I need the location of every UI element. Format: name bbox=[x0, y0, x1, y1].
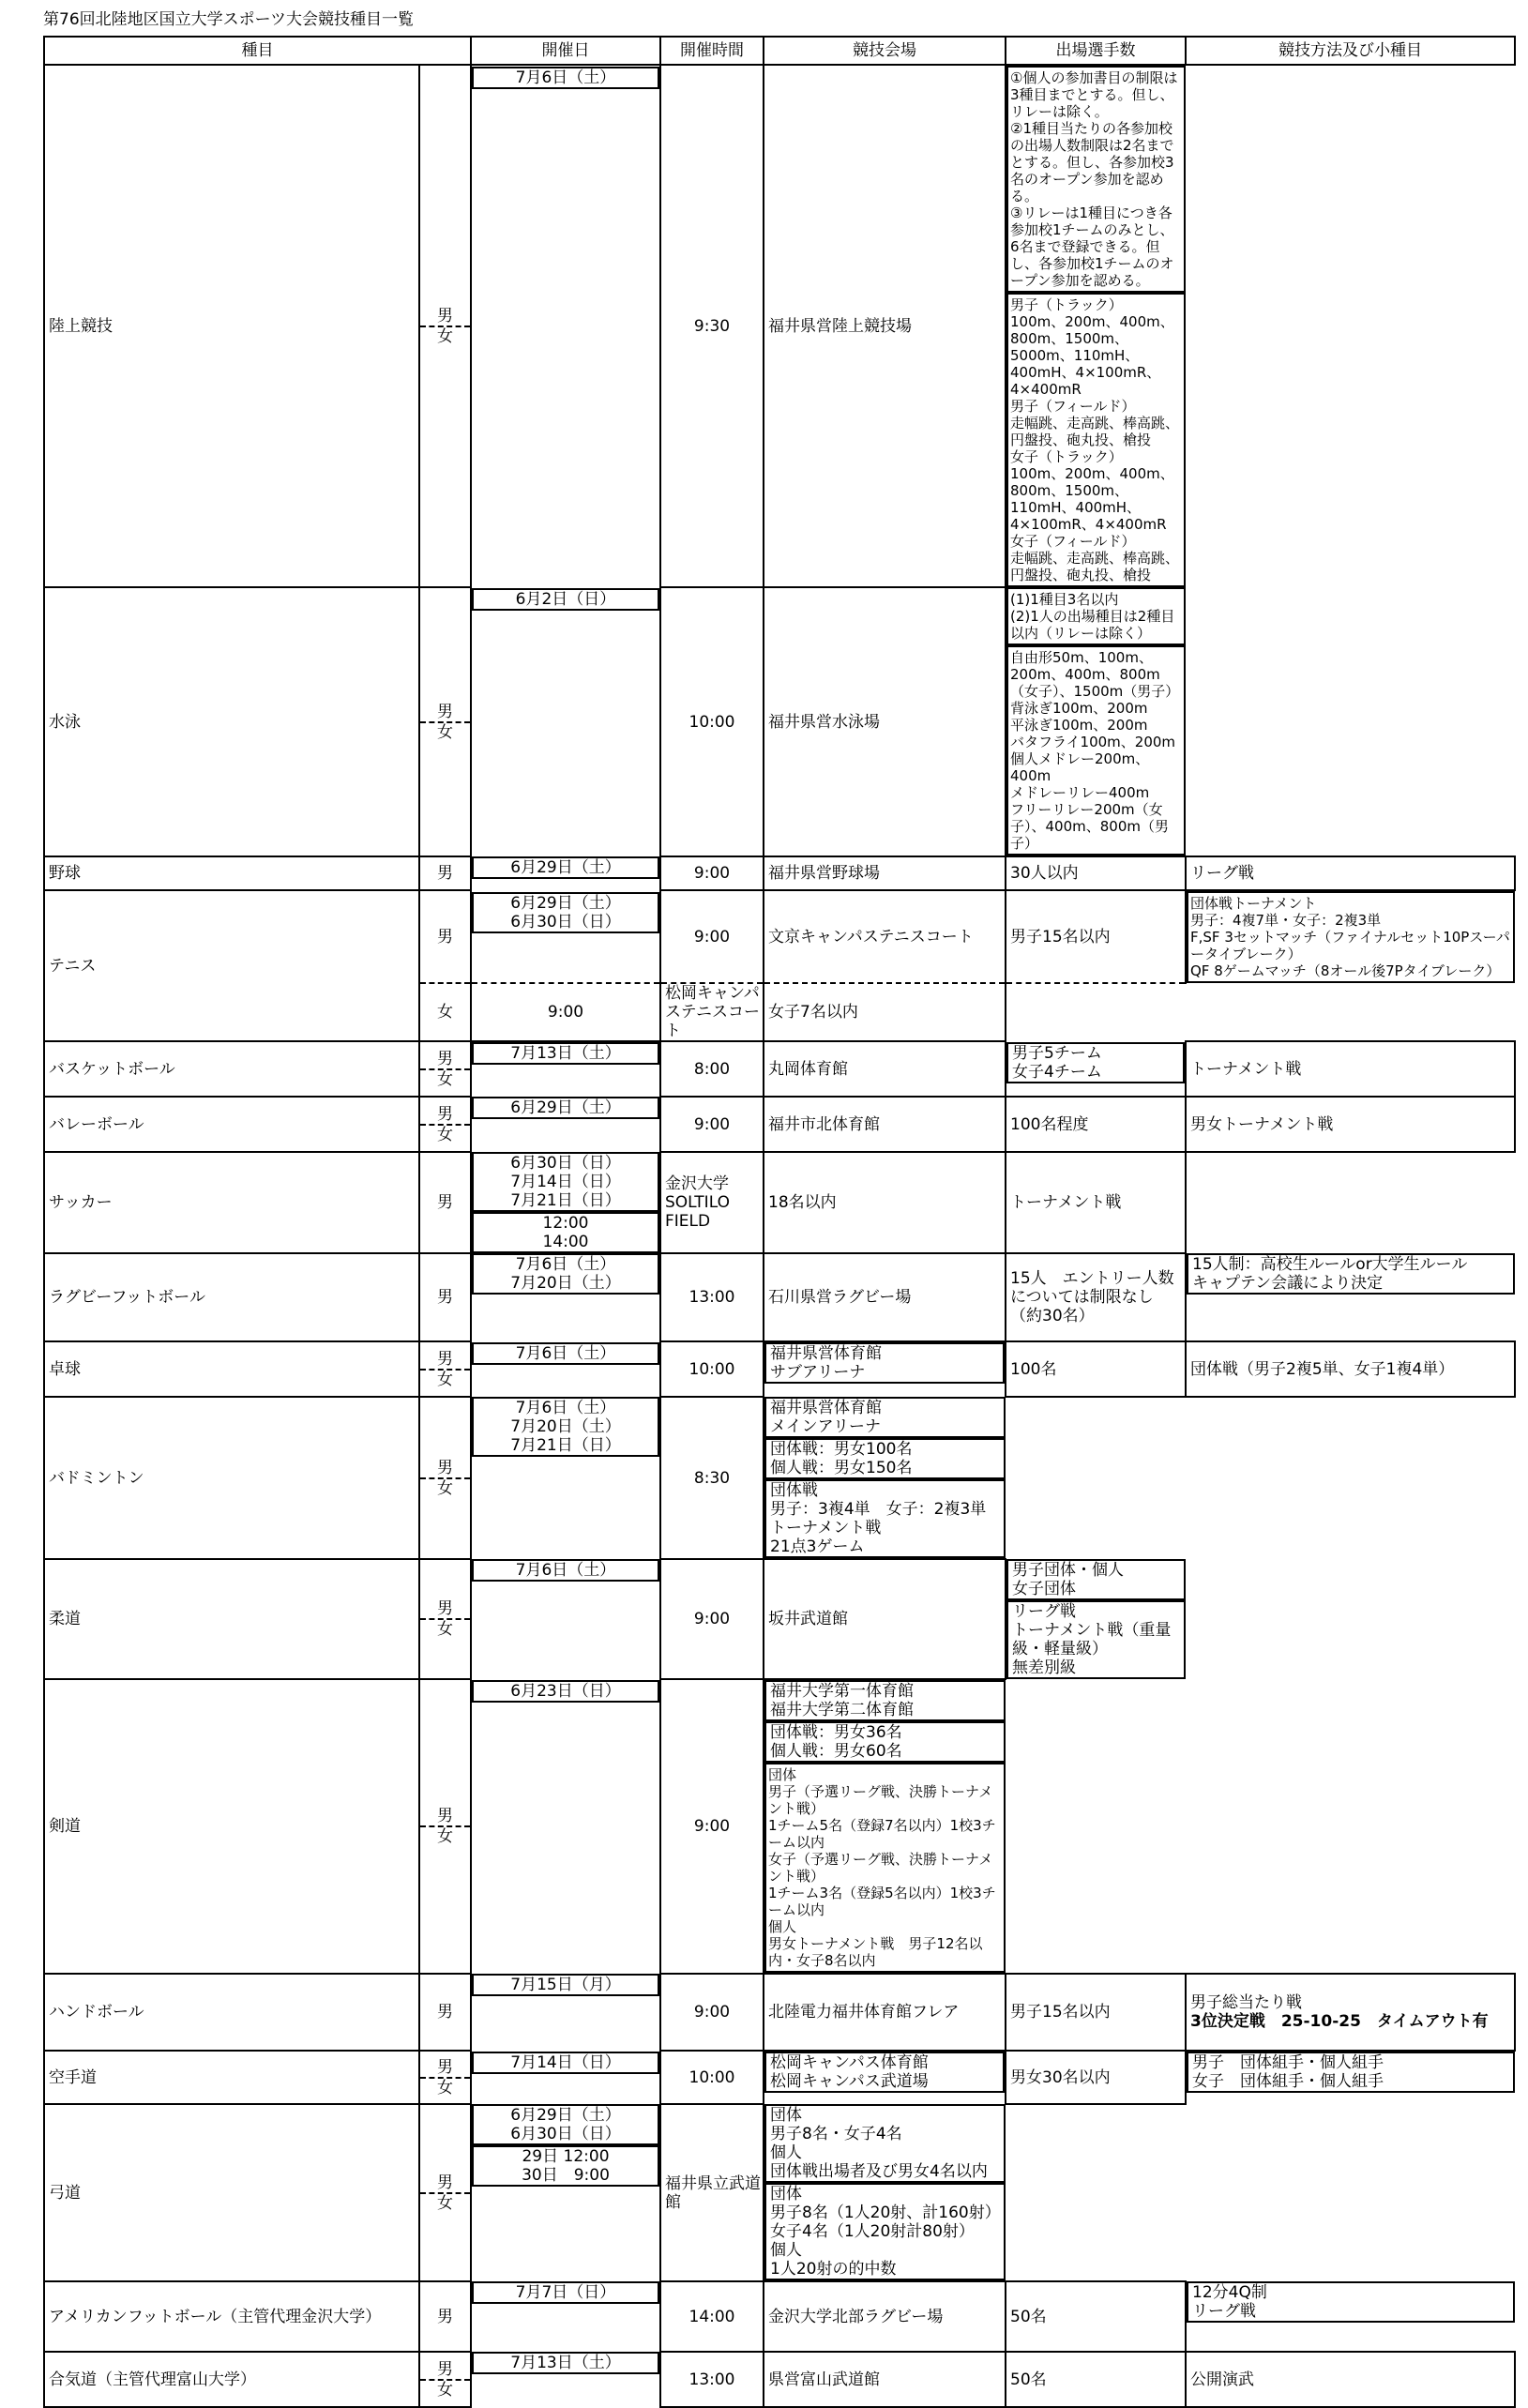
table-row bbox=[44, 1097, 1515, 1152]
event-date: 7月13日（土） bbox=[472, 2352, 659, 2374]
table-row bbox=[44, 2051, 1515, 2104]
sex-male: 男 bbox=[437, 1104, 453, 1124]
event-name: 弓道 bbox=[44, 2104, 419, 2281]
event-method: 男子（トラック） 100m、200m、400m、800m、1500m、5000m、110mH、400mH、4×100mR、4×400mR 男子（フィールド） 走幅跳、走高跳、棒高跳、円盤投、砲丸投、槍投 女子（トラック） 100m、200m、400m、800m、1500m、110mH、400mH、4×100mR、4×400mR 女子（フィールド） 走幅跳、走高跳、棒高跳、円盤投、砲丸投、槍投 bbox=[1006, 293, 1186, 587]
event-method: 男女トーナメント戦 bbox=[1186, 1097, 1515, 1152]
sex-cell bbox=[419, 1559, 471, 1679]
event-method: 公開演武 bbox=[1186, 2352, 1515, 2407]
event-method: 男子 団体組手・個人組手 女子 団体組手・個人組手 bbox=[1187, 2052, 1515, 2093]
sex-male: 男 bbox=[437, 1458, 453, 1477]
sex-male: 男 bbox=[419, 856, 471, 890]
event-method: リーグ戦 トーナメント戦（重量級・軽量級） 無差別級 bbox=[1006, 1600, 1186, 1679]
event-date: 6月30日（日） 7月14日（日） 7月21日（日） bbox=[472, 1152, 659, 1212]
event-date: 6月2日（日） bbox=[472, 588, 659, 611]
sex-female: 女 bbox=[420, 1618, 470, 1639]
event-method: 団体 男子8名（1人20射、計160射） 女子4名（1人20射計80射） 個人 1人20射の的中数 bbox=[764, 2183, 1006, 2280]
event-entries: 団体戦：男女36名 個人戦：男女60名 bbox=[764, 1721, 1006, 1763]
event-date: 7月7日（日） bbox=[472, 2281, 659, 2304]
event-name: 卓球 bbox=[44, 1341, 419, 1397]
event-date: 7月6日（土） 7月20日（土） 7月21日（日） bbox=[472, 1397, 659, 1457]
sex-female: 女 bbox=[420, 1825, 470, 1846]
sex-male: 男 bbox=[437, 1349, 453, 1369]
table-row bbox=[44, 2104, 1515, 2281]
table-row bbox=[44, 1041, 1515, 1097]
sex-female: 女 bbox=[420, 1068, 470, 1089]
sex-female: 女 bbox=[419, 983, 471, 1041]
event-time-female: 9:00 bbox=[471, 983, 660, 1041]
sex-female: 女 bbox=[420, 1124, 470, 1144]
table-row bbox=[44, 856, 1515, 890]
sex-cell bbox=[419, 1041, 471, 1097]
event-name: 空手道 bbox=[44, 2051, 419, 2104]
event-venue: 福井市北体育館 bbox=[764, 1097, 1006, 1152]
sex-cell bbox=[419, 2051, 471, 2104]
events-table bbox=[43, 36, 1516, 2408]
event-venue: 福井県営野球場 bbox=[764, 856, 1006, 890]
event-time: 14:00 bbox=[660, 2281, 764, 2352]
event-venue: 坂井武道館 bbox=[764, 1559, 1006, 1679]
event-date: 6月23日（日） bbox=[472, 1680, 659, 1703]
sex-female: 女 bbox=[420, 2192, 470, 2213]
event-venue: 福井県営水泳場 bbox=[764, 587, 1006, 856]
event-time: 9:00 bbox=[660, 1559, 764, 1679]
event-method: 団体戦トーナメント 男子：4複7単・女子：2複3単 F,SF 3セットマッチ（ファイナルセット10Pスーパータイブレーク） QF 8ゲームマッチ（8オール後7Pタイブレーク） bbox=[1187, 891, 1515, 983]
event-entries: 男女30名以内 bbox=[1006, 2051, 1186, 2104]
event-entries: 100名 bbox=[1006, 1341, 1186, 1397]
event-name: バレーボール bbox=[44, 1097, 419, 1152]
sex-male: 男 bbox=[437, 702, 453, 721]
event-entries: 男子5チーム 女子4チーム bbox=[1006, 1042, 1185, 1083]
sex-female: 女 bbox=[420, 2077, 470, 2098]
sex-female: 女 bbox=[420, 326, 470, 346]
sex-female: 女 bbox=[420, 2379, 470, 2400]
sex-cell bbox=[419, 2352, 471, 2407]
event-venue: 松岡キャンパス体育館 松岡キャンパス武道場 bbox=[764, 2052, 1005, 2093]
sex-cell bbox=[419, 1097, 471, 1152]
event-method: 団体戦（男子2複5単、女子1複4単） bbox=[1186, 1341, 1515, 1397]
event-name: 合気道（主管代理富山大学） bbox=[44, 2352, 419, 2407]
event-entries-male: 男子15名以内 bbox=[1006, 890, 1186, 983]
table-row bbox=[44, 2281, 1515, 2352]
event-time: 13:00 bbox=[660, 1253, 764, 1341]
table-row bbox=[44, 1152, 1515, 1253]
table-row bbox=[44, 1341, 1515, 1397]
sex-male: 男 bbox=[419, 2281, 471, 2352]
event-date: 7月6日（土） bbox=[472, 1559, 659, 1582]
event-venue: 福井県営体育館 サブアリーナ bbox=[764, 1342, 1005, 1384]
event-date: 6月29日（土） 6月30日（日） bbox=[472, 2104, 659, 2145]
event-name: 柔道 bbox=[44, 1559, 419, 1679]
sex-male: 男 bbox=[437, 1807, 453, 1825]
event-name: テニス bbox=[44, 890, 419, 1041]
event-method: トーナメント戦 bbox=[1186, 1041, 1515, 1097]
event-method: 12分4Q制 リーグ戦 bbox=[1187, 2281, 1515, 2323]
event-entries: 団体 男子8名・女子4名 個人 団体戦出場者及び男女4名以内 bbox=[764, 2104, 1006, 2183]
event-time: 13:00 bbox=[660, 2352, 764, 2407]
header-method: 競技方法及び小種目 bbox=[1186, 37, 1515, 65]
sex-female: 女 bbox=[420, 1369, 470, 1389]
event-method: リーグ戦 bbox=[1186, 856, 1515, 890]
header-entries: 出場選手数 bbox=[1006, 37, 1186, 65]
sex-male: 男 bbox=[419, 1152, 471, 1253]
table-row bbox=[44, 1974, 1515, 2051]
sex-cell bbox=[419, 587, 471, 856]
table-row bbox=[44, 890, 1515, 983]
sex-female: 女 bbox=[420, 721, 470, 742]
event-method bbox=[1186, 1974, 1515, 2051]
event-entries: 30人以内 bbox=[1006, 856, 1186, 890]
event-name: バスケットボール bbox=[44, 1041, 419, 1097]
sex-male: 男 bbox=[437, 2359, 453, 2379]
event-entries: 100名程度 bbox=[1006, 1097, 1186, 1152]
sex-cell bbox=[419, 1397, 471, 1559]
event-name: 剣道 bbox=[44, 1679, 419, 1974]
event-entries: 15人 エントリー人数については制限なし（約30名） bbox=[1006, 1253, 1186, 1341]
header-row bbox=[44, 37, 1515, 65]
event-date: 7月14日（日） bbox=[472, 2052, 659, 2074]
event-time-male: 9:00 bbox=[660, 890, 764, 983]
sex-male: 男 bbox=[437, 1599, 453, 1618]
header-time: 開催時間 bbox=[660, 37, 764, 65]
table-row bbox=[44, 1253, 1515, 1341]
method-line-bold: 3位決定戦 25-10-25 タイムアウト有 bbox=[1190, 2012, 1489, 2031]
table-row bbox=[44, 587, 1515, 856]
event-time: 10:00 bbox=[660, 2051, 764, 2104]
sex-cell bbox=[419, 1679, 471, 1974]
event-venue-female: 松岡キャンパステニスコート bbox=[660, 983, 764, 1041]
event-entries: 18名以内 bbox=[764, 1152, 1006, 1253]
event-venue: 金沢大学北部ラグビー場 bbox=[764, 2281, 1006, 2352]
event-method: 15人制：高校生ルールor大学生ルール キャプテン会議により決定 bbox=[1187, 1253, 1515, 1295]
sex-male: 男 bbox=[437, 1049, 453, 1068]
event-date: 7月6日（土） bbox=[472, 1342, 659, 1365]
event-venue: 北陸電力福井体育館フレア bbox=[764, 1974, 1006, 2051]
event-venue: 福井県営体育館 メインアリーナ bbox=[764, 1397, 1006, 1438]
event-date: 7月15日（月） bbox=[472, 1974, 659, 1996]
event-method: 自由形50m、100m、200m、400m、800m（女子）、1500m（男子） 背泳ぎ100m、200m 平泳ぎ100m、200m バタフライ100m、200m 個人メドレー200m、400m メドレーリレー400m フリーリレー200m（女子）、400m、800m（男子） bbox=[1006, 645, 1186, 856]
sex-male: 男 bbox=[419, 1974, 471, 2051]
event-name: 野球 bbox=[44, 856, 419, 890]
header-venue: 競技会場 bbox=[764, 37, 1006, 65]
event-entries: 団体戦：男女100名 個人戦：男女150名 bbox=[764, 1438, 1006, 1479]
event-date: 7月13日（土） bbox=[472, 1042, 659, 1065]
event-time: 9:00 bbox=[660, 1097, 764, 1152]
method-line: 男子総当たり戦 bbox=[1190, 1993, 1302, 2012]
event-date: 6月29日（土） 6月30日（日） bbox=[472, 892, 659, 933]
event-date: 7月6日（土） bbox=[472, 67, 659, 89]
event-venue: 福井県立武道館 bbox=[660, 2104, 764, 2281]
event-entries: (1)1種目3名以内 (2)1人の出場種目は2種目以内（リレーは除く） bbox=[1006, 587, 1186, 645]
event-method: トーナメント戦 bbox=[1006, 1152, 1186, 1253]
table-row bbox=[44, 2352, 1515, 2407]
sex-male: 男 bbox=[419, 1253, 471, 1341]
document-title: 第76回北陸地区国立大学スポーツ大会競技種目一覧 bbox=[43, 10, 414, 29]
sex-female: 女 bbox=[420, 1477, 470, 1498]
event-time: 9:00 bbox=[660, 1974, 764, 2051]
table-row bbox=[44, 1397, 1515, 1559]
event-time: 9:30 bbox=[660, 65, 764, 587]
event-time: 9:00 bbox=[660, 1679, 764, 1974]
event-entries: 男子団体・個人 女子団体 bbox=[1006, 1559, 1186, 1600]
event-name: ハンドボール bbox=[44, 1974, 419, 2051]
event-venue: 県営富山武道館 bbox=[764, 2352, 1006, 2407]
event-method: 団体戦 男子：3複4単 女子：2複3単 トーナメント戦 21点3ゲーム bbox=[764, 1479, 1006, 1558]
event-venue: 丸岡体育館 bbox=[764, 1041, 1006, 1097]
event-venue: 石川県営ラグビー場 bbox=[764, 1253, 1006, 1341]
table-row bbox=[44, 1559, 1515, 1679]
sex-cell bbox=[419, 65, 471, 587]
event-time: 10:00 bbox=[660, 1341, 764, 1397]
event-name: ラグビーフットボール bbox=[44, 1253, 419, 1341]
event-venue-male: 文京キャンパステニスコート bbox=[764, 890, 1006, 983]
event-time: 8:00 bbox=[660, 1041, 764, 1097]
header-event: 種目 bbox=[44, 37, 471, 65]
sex-male: 男 bbox=[419, 890, 471, 983]
event-date: 6月29日（土） bbox=[472, 856, 659, 879]
event-venue: 金沢大学SOLTILO FIELD bbox=[660, 1152, 764, 1253]
sex-male: 男 bbox=[437, 306, 453, 326]
event-method: 団体 男子（予選リーグ戦、決勝トーナメント戦） 1チーム5名（登録7名以内）1校3チーム以内 女子（予選リーグ戦、決勝トーナメント戦） 1チーム3名（登録5名以内）1校3チーム以内 個人 男女トーナメント戦 男子12名以内・女子8名以内 bbox=[764, 1763, 1006, 1973]
header-date: 開催日 bbox=[471, 37, 660, 65]
event-entries: 男子15名以内 bbox=[1006, 1974, 1186, 2051]
event-date: 7月6日（土） 7月20日（土） bbox=[472, 1253, 659, 1295]
event-entries: 50名 bbox=[1006, 2281, 1186, 2352]
event-time: 10:00 bbox=[660, 587, 764, 856]
event-name: バドミントン bbox=[44, 1397, 419, 1559]
event-time: 29日 12:00 30日 9:00 bbox=[472, 2145, 659, 2187]
event-name: サッカー bbox=[44, 1152, 419, 1253]
sex-male: 男 bbox=[437, 2173, 453, 2192]
event-date: 6月29日（土） bbox=[472, 1097, 659, 1119]
event-name: アメリカンフットボール（主管代理金沢大学） bbox=[44, 2281, 419, 2352]
sex-cell bbox=[419, 1341, 471, 1397]
sex-cell bbox=[419, 2104, 471, 2281]
event-venue: 福井大学第一体育館 福井大学第二体育館 bbox=[764, 1680, 1006, 1721]
table-row bbox=[44, 1679, 1515, 1974]
event-time: 12:00 14:00 bbox=[472, 1212, 659, 1253]
sex-male: 男 bbox=[437, 2057, 453, 2077]
event-entries: ①個人の参加書目の制限は3種目までとする。但し、リレーは除く。 ②1種目当たりの各参加校の出場人数制限は2名までとする。但し、各参加校3名のオープン参加を認める。 ③リレーは1種目につき各参加校1チームのみとし、6名まで登録できる。但し、各参加校1チームのオープン参加を認める。 bbox=[1006, 66, 1186, 293]
event-time: 8:30 bbox=[660, 1397, 764, 1559]
event-name: 水泳 bbox=[44, 587, 419, 856]
event-entries-female: 女子7名以内 bbox=[764, 983, 1006, 1041]
event-name: 陸上競技 bbox=[44, 65, 419, 587]
table-row bbox=[44, 65, 1515, 587]
event-time: 9:00 bbox=[660, 856, 764, 890]
event-venue: 福井県営陸上競技場 bbox=[764, 65, 1006, 587]
event-entries: 50名 bbox=[1006, 2352, 1186, 2407]
